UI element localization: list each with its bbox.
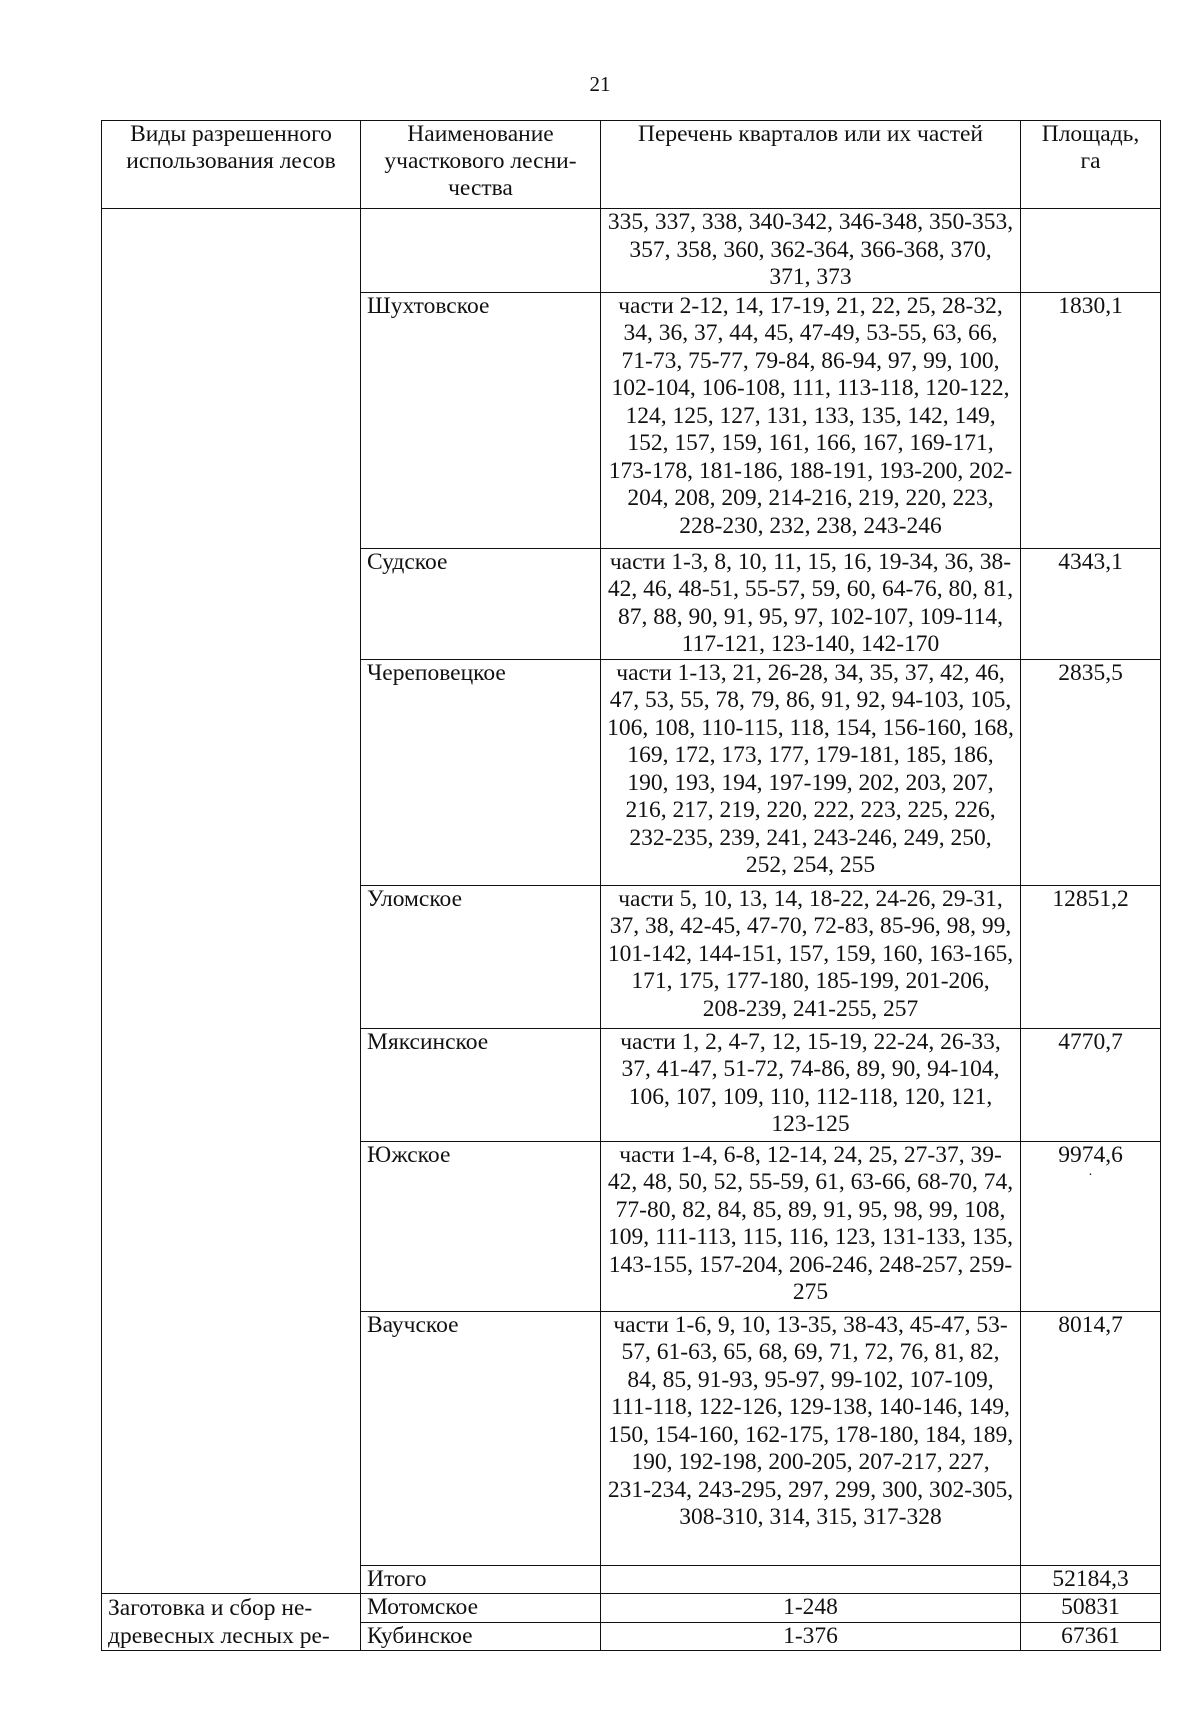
forestry-name: Мяксинское [361,1028,601,1141]
forestry-name: Южское [361,1141,601,1311]
forestry-name [361,209,601,293]
header-usage: Виды разрешенного использования лесов [102,121,361,209]
usage-type: Заготовка и сбор не-древесных лесных ре- [102,1594,361,1651]
forestry-name: Ваучское [361,1311,601,1565]
area-value: 4770,7 [1021,1028,1161,1141]
usage-cell-empty [102,209,361,1594]
forest-usage-table [101,120,1161,1651]
forestry-name: Череповецкое [361,659,601,885]
quarters-list: части 1-4, 6-8, 12-14, 24, 25, 27-37, 39-42, 48, 50, 52, 55-59, 61, 63-66, 68-70, 74, 77-80, 82, 84, 85, 89, 91, 95, 98, 99, 108, 109, 111-113, 115, 116, 123, 131-133, 135, 143-155, 157-204, 206-246, 248-257, 259-275 [601,1141,1021,1311]
quarters-list: части 5, 10, 13, 14, 18-22, 24-26, 29-31, 37, 38, 42-45, 47-70, 72-83, 85-96, 98, 99, 101-142, 144-151, 157, 159, 160, 163-165, 171, 175, 177-180, 185-199, 201-206, 208-239, 241-255, 257 [601,885,1021,1028]
area-value: 50831 [1021,1594,1161,1623]
area-value: 1830,1 [1021,292,1161,548]
scan-dot-mark: · [1088,1168,1093,1183]
forestry-name: Шухтовское [361,292,601,548]
area-value-cell [1021,1141,1161,1311]
header-area: Площадь, га [1021,121,1161,209]
forestry-name: Судское [361,548,601,659]
forestry-name: Мотомское [361,1594,601,1623]
forestry-name: Уломское [361,885,601,1028]
area-value [1021,209,1161,293]
header-forestry: Наименование участкового лесни-чества [361,121,601,209]
quarters-list: части 1-3, 8, 10, 11, 15, 16, 19-34, 36, 38-42, 46, 48-51, 55-57, 59, 60, 64-76, 80, 81, 87, 88, 90, 91, 95, 97, 102-107, 109-114, 117-121, 123-140, 142-170 [601,548,1021,659]
area-value: 2835,5 [1021,659,1161,885]
quarters-list: части 1-6, 9, 10, 13-35, 38-43, 45-47, 53-57, 61-63, 65, 68, 69, 71, 72, 76, 81, 82, 84, 85, 91-93, 95-97, 99-102, 107-109, 111-118, 122-126, 129-138, 140-146, 149, 150, 154-160, 162-175, 178-180, 184, 189, 190, 192-198, 200-205, 207-217, 227, 231-234, 243-295, 297, 299, 300, 302-305, 308-310, 314, 315, 317-328 [601,1311,1021,1565]
area-total-value: 52184,3 [1021,1565,1161,1594]
area-value: 67361 [1021,1622,1161,1651]
quarters-list: части 1, 2, 4-7, 12, 15-19, 22-24, 26-33, 37, 41-47, 51-72, 74-86, 89, 90, 94-104, 106, 107, 109, 110, 112-118, 120, 121, 123-125 [601,1028,1021,1141]
quarters-list [601,1565,1021,1594]
table-header-row [102,121,1161,209]
quarters-list: 1-248 [601,1594,1021,1623]
area-value: 12851,2 [1021,885,1161,1028]
quarters-list: 1-376 [601,1622,1021,1651]
quarters-list: части 2-12, 14, 17-19, 21, 22, 25, 28-32, 34, 36, 37, 44, 45, 47-49, 53-55, 63, 66, 71-73, 75-77, 79-84, 86-94, 97, 99, 100, 102-104, 106-108, 111, 113-118, 120-122, 124, 125, 127, 131, 133, 135, 142, 149, 152, 157, 159, 161, 166, 167, 169-171, 173-178, 181-186, 188-191, 193-200, 202-204, 208, 209, 214-216, 219, 220, 223, 228-230, 232, 238, 243-246 [601,292,1021,548]
page-number: 21 [589,72,611,96]
area-value: 8014,7 [1021,1311,1161,1565]
quarters-list: 335, 337, 338, 340-342, 346-348, 350-353, 357, 358, 360, 362-364, 366-368, 370, 371, 373 [601,209,1021,293]
forestry-name: Кубинское [361,1622,601,1651]
area-value: 9974,6 [1058,1141,1123,1168]
table-row [102,1594,1161,1623]
forestry-total-label: Итого [361,1565,601,1594]
quarters-list: части 1-13, 21, 26-28, 34, 35, 37, 42, 46, 47, 53, 55, 78, 79, 86, 91, 92, 94-103, 105, 106, 108, 110-115, 118, 154, 156-160, 168, 169, 172, 173, 177, 179-181, 185, 186, 190, 193, 194, 197-199, 202, 203, 207, 216, 217, 219, 220, 222, 223, 225, 226, 232-235, 239, 241, 243-246, 249, 250, 252, 254, 255 [601,659,1021,885]
header-quarters: Перечень кварталов или их частей [601,121,1021,209]
area-value: 4343,1 [1021,548,1161,659]
table-row [102,209,1161,293]
